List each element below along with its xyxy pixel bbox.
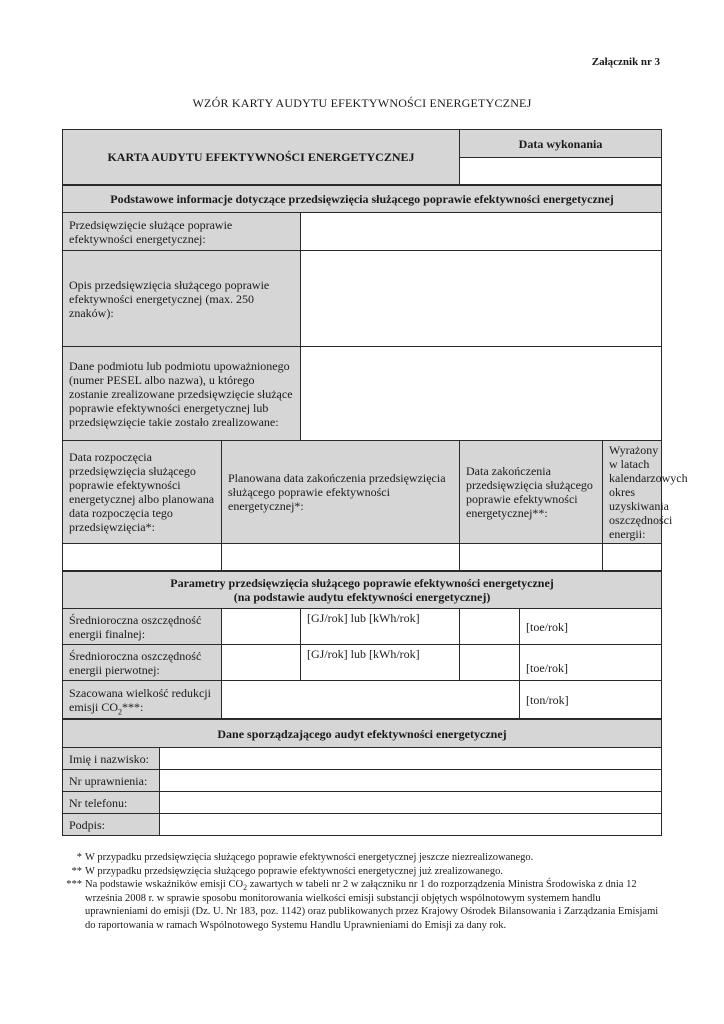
start-date-label: Data rozpoczęcia przedsięwzięcia służącego poprawie efektywności energetycznej albo planowana data rozpoczęcia tego przedsięwzięcia*: xyxy=(63,441,222,544)
auditor-signature-label: Podpis: xyxy=(63,814,160,836)
entity-field[interactable] xyxy=(301,347,662,441)
footnote-1-mark: * xyxy=(76,852,82,863)
footnote-3-text xyxy=(85,878,662,932)
primary-energy-gj-unit: [GJ/rok] lub [kWh/rok] xyxy=(301,645,460,681)
parameters-header-line2: (na podstawie audytu efektywności energetycznej) xyxy=(233,590,491,604)
footnote-3 xyxy=(62,878,662,932)
auditor-table xyxy=(62,719,662,836)
co2-reduction-unit: [ton/rok] xyxy=(520,681,662,719)
primary-energy-toe-unit: [toe/rok] xyxy=(520,645,662,681)
footnote-3-text-rest: zawartych w tabeli nr 2 w załączniku nr 1 do rozporządzenia Ministra Środowiska z dnia 12 września 2008 r. w sprawie sposobu monitorowania wielkości emisji substancji objętych wspólnotowym systemem handlu uprawnieniami do emisji (Dz. U. Nr 183, poz. 1142) oraz publikowanych przez Krajowy Ośrodek Bilansowania i Zarządzania Emisjami do raportowania w ramach Wspólnotowego Systemu Handlu Uprawnieniami do Emisji za dany rok. xyxy=(85,879,659,931)
primary-energy-gj-field[interactable] xyxy=(222,645,301,681)
date-field[interactable] xyxy=(460,158,662,185)
entity-label: Dane podmiotu lub podmiotu upoważnionego (numer PESEL albo nazwa), u którego zostanie zrealizowane przedsięwzięcie służące poprawie efektywności energetycznej lub przedsięwzięcie takie zostało zrealizowane: xyxy=(63,347,301,441)
primary-energy-toe-field[interactable] xyxy=(460,645,520,681)
auditor-name-field[interactable] xyxy=(160,748,662,770)
auditor-license-field[interactable] xyxy=(160,770,662,792)
end-date-label: Data zakończenia przedsięwzięcia służącego poprawie efektywności energetycznej**: xyxy=(460,441,603,544)
start-date-field[interactable] xyxy=(63,544,222,571)
savings-period-field[interactable] xyxy=(603,544,662,571)
end-date-field[interactable] xyxy=(460,544,603,571)
auditor-signature-field[interactable] xyxy=(160,814,662,836)
auditor-phone-field[interactable] xyxy=(160,792,662,814)
auditor-phone-label: Nr telefonu: xyxy=(63,792,160,814)
co2-subscript: 2 xyxy=(118,706,123,716)
project-field[interactable] xyxy=(301,213,662,251)
co2-label-text: Szacowana wielkość redukcji emisji CO xyxy=(69,685,211,714)
planned-end-date-label: Planowana data zakończenia przedsięwzięcia służącego poprawie efektywności energetycznej*: xyxy=(222,441,460,544)
final-energy-toe-unit: [toe/rok] xyxy=(520,609,662,645)
auditor-license-label: Nr uprawnienia: xyxy=(63,770,160,792)
footnote-2-mark: ** xyxy=(71,865,82,877)
document-title: WZÓR KARTY AUDYTU EFEKTYWNOŚCI ENERGETYCZNEJ xyxy=(192,96,532,110)
footnote-3-text-start: Na podstawie wskaźników emisji CO xyxy=(85,879,244,891)
co2-reduction-label xyxy=(63,681,222,719)
footnotes xyxy=(62,851,662,933)
basic-info-header: Podstawowe informacje dotyczące przedsięwzięcia służącego poprawie efektywności energetycznej xyxy=(63,186,662,213)
parameters-table xyxy=(62,571,662,719)
card-header-table xyxy=(62,129,662,185)
description-label: Opis przedsięwzięcia służącego poprawie efektywności energetycznej (max. 250 znaków): xyxy=(63,251,301,347)
auditor-name-label: Imię i nazwisko: xyxy=(63,748,160,770)
project-label: Przedsięwzięcie służące poprawie efektywności energetycznej: xyxy=(63,213,301,251)
final-energy-gj-field[interactable] xyxy=(222,609,301,645)
footnote-1-text: W przypadku przedsięwzięcia służącego poprawie efektywności energetycznej jeszcze niezrealizowanego. xyxy=(85,852,534,863)
auditor-header: Dane sporządzającego audyt efektywności energetycznej xyxy=(63,720,662,748)
footnote-2-text: W przypadku przedsięwzięcia służącego poprawie efektywności energetycznej już zrealizowanego. xyxy=(85,865,503,877)
footnote-2 xyxy=(62,865,662,879)
annex-number: Załącznik nr 3 xyxy=(591,56,660,68)
savings-period-label: Wyrażony w latach kalendarzowych okres uzyskiwania oszczędności energii: xyxy=(603,441,662,544)
card-title: KARTA AUDYTU EFEKTYWNOŚCI ENERGETYCZNEJ xyxy=(63,130,460,185)
co2-reduction-field[interactable] xyxy=(222,681,520,719)
parameters-header-line1: Parametry przedsięwzięcia służącego poprawie efektywności energetycznej xyxy=(170,576,554,590)
planned-end-date-field[interactable] xyxy=(222,544,460,571)
footnote-1 xyxy=(62,851,662,865)
basic-info-table xyxy=(62,185,688,571)
date-label: Data wykonania xyxy=(460,130,662,158)
description-field[interactable] xyxy=(301,251,662,347)
footnote-3-mark: *** xyxy=(66,879,82,891)
final-energy-gj-unit: [GJ/rok] lub [kWh/rok] xyxy=(301,609,460,645)
parameters-header xyxy=(63,572,662,609)
footnote-3-subscript: 2 xyxy=(243,883,248,893)
final-energy-toe-field[interactable] xyxy=(460,609,520,645)
final-energy-label: Średnioroczna oszczędność energii finalnej: xyxy=(63,609,222,645)
audit-card-form xyxy=(62,129,688,836)
co2-label-suffix: ***: xyxy=(122,699,144,714)
primary-energy-label: Średnioroczna oszczędność energii pierwotnej: xyxy=(63,645,222,681)
